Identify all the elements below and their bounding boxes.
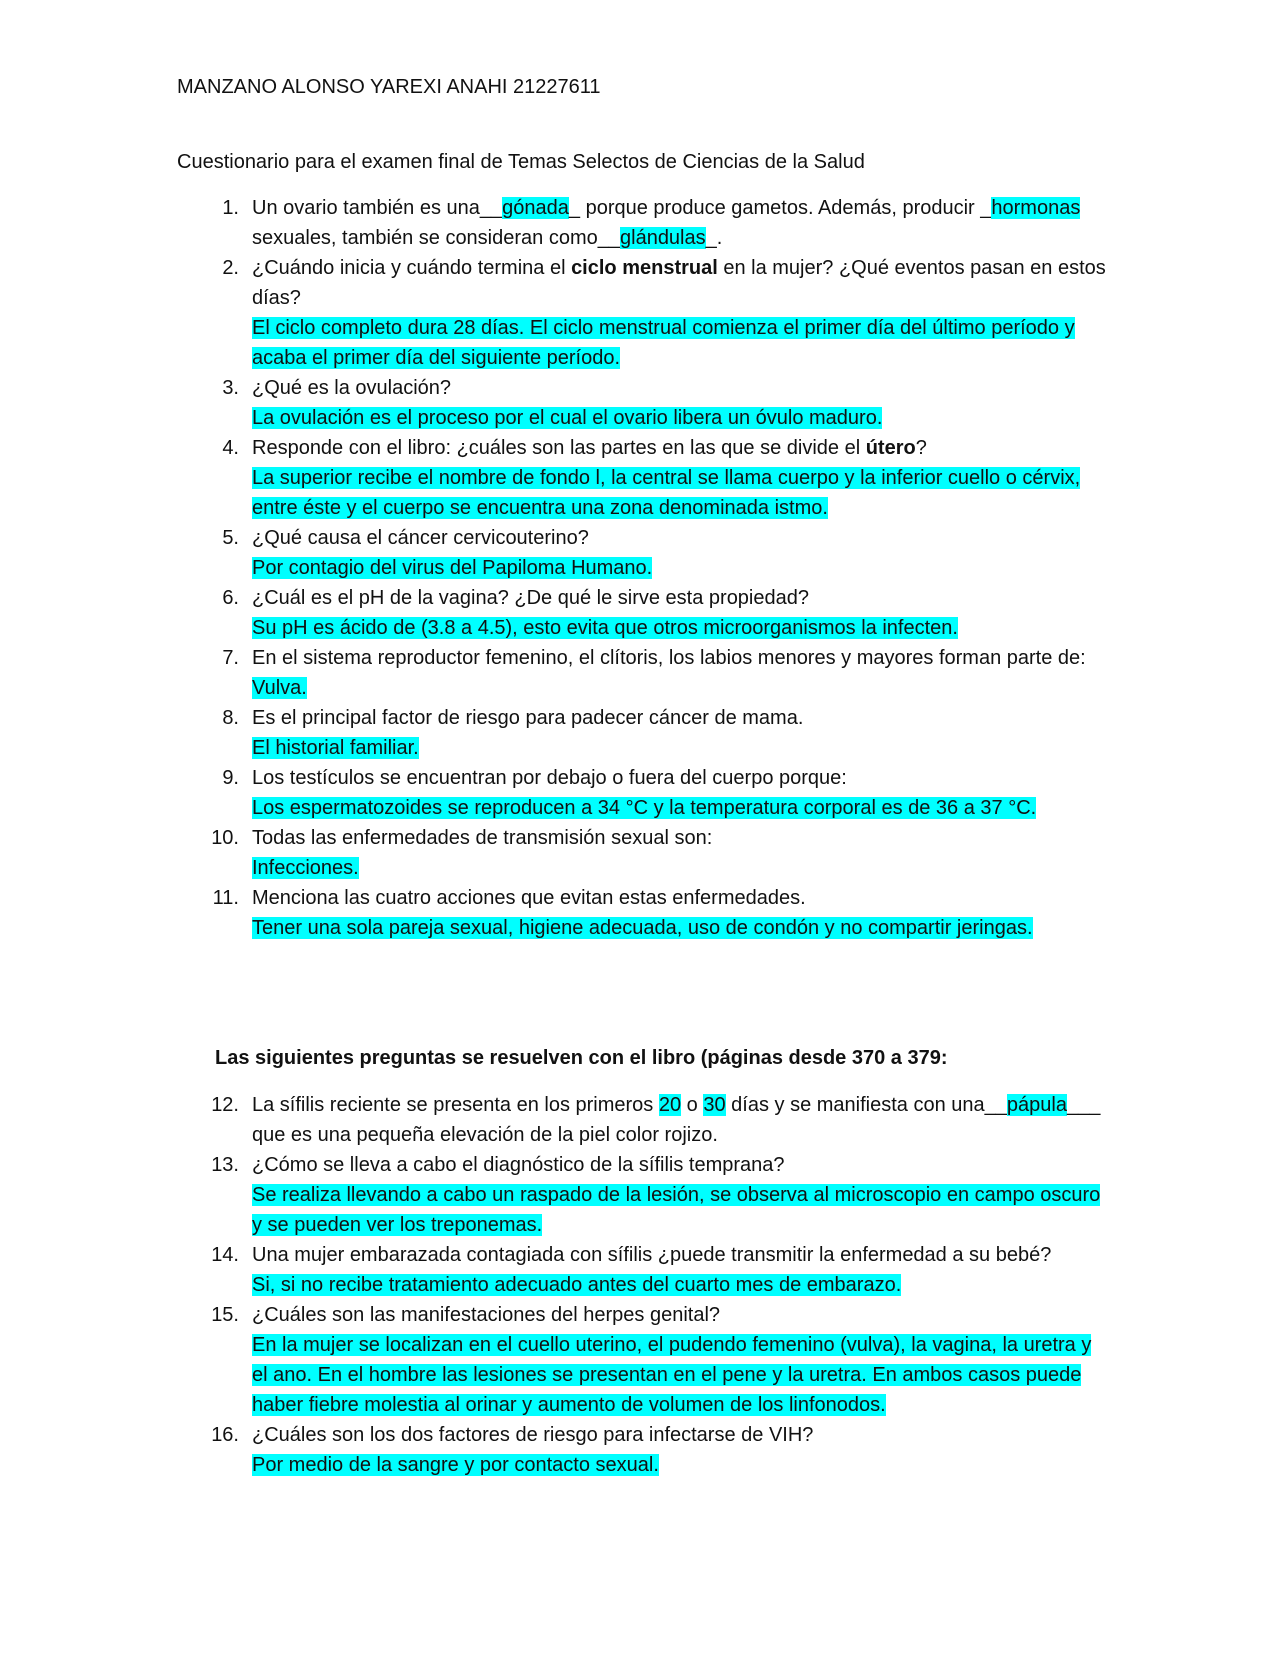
highlighted-answer: gónada [502,197,569,219]
highlighted-answer: 20 [658,1094,682,1116]
question-11 [177,883,1107,943]
answer [252,913,1107,943]
answer-text: El ciclo completo dura 28 días. El ciclo menstrual comienza el primer día del último período y acaba el primer día del siguiente período. [252,317,1075,369]
question-number: 15. [211,1304,239,1326]
question-text: Los testículos se encuentran por debajo o fuera del cuerpo porque: [252,767,847,789]
question-number: 2. [222,257,239,279]
student-header: MANZANO ALONSO YAREXI ANAHI 21227611 [177,76,601,98]
text-segment: _. [705,227,723,249]
question-number: 7. [222,647,239,669]
answer [252,1330,1107,1420]
section-heading: Las siguientes preguntas se resuelven con el libro (páginas desde 370 a 379: [215,1047,948,1069]
question-text: ¿Cuáles son las manifestaciones del herpes genital? [252,1304,721,1326]
text-segment: ___ que es una pequeña elevación de la piel color rojizo. [252,1094,1101,1146]
question-text [252,257,1106,309]
question-text: Menciona las cuatro acciones que evitan estas enfermedades. [252,887,806,909]
question-number: 3. [222,377,239,399]
question-14 [177,1240,1107,1300]
question-list-1 [177,193,1107,943]
question-text: ¿Cómo se lleva a cabo el diagnóstico de la sífilis temprana? [252,1154,785,1176]
question-text: Todas las enfermedades de transmisión sexual son: [252,827,713,849]
question-number: 13. [211,1154,239,1176]
question-text: ¿Qué causa el cáncer cervicouterino? [252,527,589,549]
answer-text: La superior recibe el nombre de fondo l, la central se llama cuerpo y la inferior cuello o cérvix, entre éste y el cuerpo se encuentra una zona denominada istmo. [252,467,1081,519]
question-16 [177,1420,1107,1480]
text-segment: o [681,1094,704,1116]
highlighted-answer: hormonas [991,197,1081,219]
question-13 [177,1150,1107,1240]
question-number: 6. [222,587,239,609]
answer [252,853,1107,883]
answer [252,1270,1107,1300]
question-text [252,437,927,459]
bold-term: útero [865,437,916,459]
answer [252,463,1107,523]
bold-term: ciclo menstrual [571,257,718,279]
answer [252,1180,1107,1240]
question-number: 14. [211,1244,239,1266]
answer-text: Los espermatozoides se reproducen a 34 °C y la temperatura corporal es de 36 a 37 °C. [252,797,1037,819]
text-segment: sexuales, también se consideran como__ [252,227,620,249]
answer [252,613,1107,643]
text-segment: _ porque produce gametos. Además, producir _ [568,197,992,219]
question-6 [177,583,1107,643]
question-number: 9. [222,767,239,789]
question-number: 8. [222,707,239,729]
answer-text: La ovulación es el proceso por el cual el ovario libera un óvulo maduro. [252,407,883,429]
answer-text: Infecciones. [252,857,359,879]
question-15 [177,1300,1107,1420]
question-12 [177,1090,1107,1150]
text-segment: La sífilis reciente se presenta en los primeros [252,1094,659,1116]
question-number: 12. [211,1094,239,1116]
question-8 [177,703,1107,763]
answer [252,313,1107,373]
question-text: Una mujer embarazada contagiada con sífilis ¿puede transmitir la enfermedad a su bebé? [252,1244,1052,1266]
answer-text: Tener una sola pareja sexual, higiene adecuada, uso de condón y no compartir jeringas. [252,917,1033,939]
question-number: 1. [222,197,239,219]
question-text: ¿Cuáles son los dos factores de riesgo para infectarse de VIH? [252,1424,814,1446]
question-number: 4. [222,437,239,459]
text-segment: en la mujer? ¿Qué eventos pasan en estos días? [252,257,1106,309]
question-text [252,1094,1100,1146]
question-1 [177,193,1107,253]
answer-text: Por medio de la sangre y por contacto sexual. [252,1454,659,1476]
answer [252,553,1107,583]
highlighted-answer: 30 [703,1094,726,1116]
answer [252,793,1107,823]
answer-text: El historial familiar. [252,737,419,759]
question-4 [177,433,1107,523]
question-text: ¿Qué es la ovulación? [252,377,452,399]
answer-text: Su pH es ácido de (3.8 a 4.5), esto evita que otros microorganismos la infecten. [252,617,958,639]
answer [252,403,1107,433]
question-number: 5. [222,527,239,549]
question-number: 16. [211,1424,239,1446]
text-segment: ? [915,437,927,459]
text-segment: días y se manifiesta con una__ [725,1094,1007,1116]
answer [252,733,1107,763]
question-2 [177,253,1107,373]
question-list-2 [177,1090,1107,1480]
question-text: ¿Cuál es el pH de la vagina? ¿De qué le sirve esta propiedad? [252,587,809,609]
question-text: Es el principal factor de riesgo para padecer cáncer de mama. [252,707,804,729]
question-7 [177,643,1107,703]
text-segment: Un ovario también es una__ [252,197,503,219]
question-3 [177,373,1107,433]
answer [252,1450,1107,1480]
question-text [252,197,1080,249]
question-text: En el sistema reproductor femenino, el clítoris, los labios menores y mayores forman parte de: [252,647,1086,669]
answer [252,673,1107,703]
question-number: 10. [211,827,239,849]
answer-text: En la mujer se localizan en el cuello uterino, el pudendo femenino (vulva), la vagina, la uretra y el ano. En el hombre las lesiones se presentan en el pene y la uretra. En ambos casos puede haber fiebre molestia al orinar y aumento de volumen de los linfonodos. [252,1334,1092,1416]
text-segment: Responde con el libro: ¿cuáles son las partes en las que se divide el [252,437,866,459]
answer-text: Se realiza llevando a cabo un raspado de la lesión, se observa al microscopio en campo oscuro y se pueden ver los treponemas. [252,1184,1101,1236]
text-segment: ¿Cuándo inicia y cuándo termina el [252,257,572,279]
highlighted-answer: glándulas [620,227,706,249]
highlighted-answer: pápula [1006,1094,1067,1116]
answer-text: Vulva. [252,677,307,699]
question-number: 11. [212,887,239,909]
answer-text: Si, si no recibe tratamiento adecuado antes del cuarto mes de embarazo. [252,1274,902,1296]
answer-text: Por contagio del virus del Papiloma Humano. [252,557,653,579]
question-9 [177,763,1107,823]
question-5 [177,523,1107,583]
document-title: Cuestionario para el examen final de Temas Selectos de Ciencias de la Salud [177,151,865,173]
question-10 [177,823,1107,883]
